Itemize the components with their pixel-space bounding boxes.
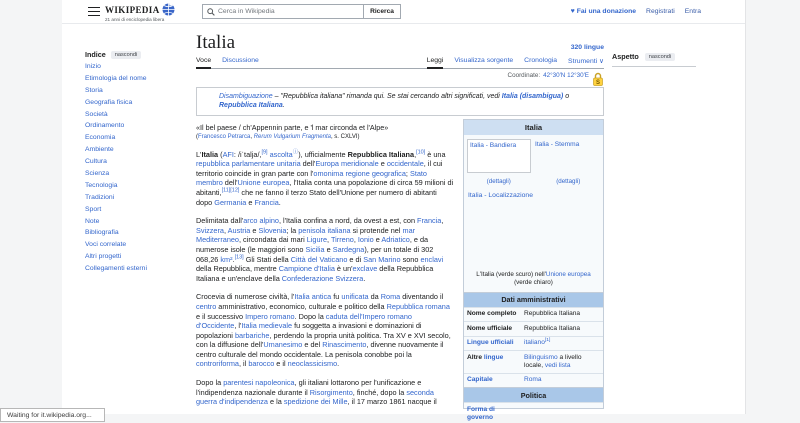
- toc-item[interactable]: Cultura: [85, 158, 107, 166]
- inline-link[interactable]: Austria: [227, 225, 251, 235]
- text-run: : /iˈtalja/,: [233, 149, 262, 159]
- inline-link[interactable]: Sardegna: [332, 244, 365, 254]
- text-run: amministrativo, economico, culturale e politico della: [216, 301, 387, 311]
- inline-link[interactable]: AFI: [222, 149, 234, 159]
- article-tab[interactable]: Leggi: [427, 57, 444, 69]
- text-run: e: [246, 197, 255, 207]
- text-run: .: [363, 273, 366, 283]
- toc-item[interactable]: Inizio: [85, 63, 101, 70]
- infobox-row: [464, 307, 603, 321]
- toc-item[interactable]: Ordinamento: [85, 122, 125, 130]
- text-run: .: [337, 359, 340, 369]
- toc-item[interactable]: Etimologia del nome: [85, 74, 147, 82]
- article-tab[interactable]: Discussione: [222, 57, 259, 64]
- text-run: .: [282, 102, 285, 110]
- toc-item[interactable]: Storia: [85, 86, 103, 94]
- text-run: , s. CXLVI): [330, 133, 360, 140]
- toc-title: Indice: [85, 50, 106, 59]
- stemma-link[interactable]: Italia - Stemma: [535, 140, 580, 148]
- inline-link[interactable]: Germania: [214, 197, 247, 207]
- toc-item[interactable]: Società: [85, 110, 108, 118]
- inline-link[interactable]: barocco: [248, 359, 275, 369]
- infobox-row: [464, 336, 603, 350]
- text-run: (: [218, 149, 223, 159]
- coordinates-label: Coordinate:: [507, 72, 541, 79]
- inline-link[interactable]: Impero romano: [245, 311, 295, 321]
- inline-link[interactable]: Repubblica Italiana: [219, 102, 283, 110]
- puzzle-globe-icon: [162, 3, 175, 16]
- inline-link[interactable]: spedizione dei Mille: [283, 397, 348, 407]
- inline-link[interactable]: enclavi: [420, 254, 444, 264]
- text-run: fu: [331, 292, 342, 302]
- text-run: ), per un totale di 302 068,26: [196, 244, 434, 264]
- flag-details-link[interactable]: (dettagli): [486, 177, 511, 185]
- text-run: , gli italiani lottarono per l'unificazione e l'indipendenza nazionale durante il: [196, 378, 422, 397]
- article-tab[interactable]: Visualizza sorgente: [454, 57, 514, 64]
- search-input[interactable]: [202, 4, 364, 19]
- page-title: Italia: [196, 32, 236, 53]
- stemma-details-link[interactable]: (dettagli): [556, 177, 581, 185]
- heart-icon: ♥: [570, 8, 575, 15]
- inline-link[interactable]: Rerum Vulgarium Fragmenta: [253, 133, 331, 140]
- localization-map-placeholder[interactable]: [464, 189, 603, 269]
- infobox-row-label: [464, 337, 521, 350]
- text-run: dell': [300, 159, 316, 169]
- text-run: a livello locale,: [524, 353, 582, 369]
- toc-item[interactable]: Sport: [85, 205, 102, 213]
- text-run: fu soggetta a invasioni e dominazioni di popolazioni: [196, 321, 422, 340]
- browser-status-tooltip: Waiting for it.wikipedia.org...: [0, 408, 105, 422]
- toc-sidebar: [85, 50, 191, 278]
- inline-link[interactable]: mar Mediterraneo: [196, 225, 416, 245]
- text-run: della Repubblica Italiana e un'enclave della: [196, 264, 434, 283]
- text-run: diventando il: [400, 292, 444, 302]
- infobox-row-label: [464, 322, 521, 335]
- text-run: L'Italia (verde scuro) nell': [476, 270, 546, 278]
- inline-link[interactable]: [11][12]: [221, 187, 240, 194]
- inline-link[interactable]: Stato membro: [196, 168, 427, 188]
- flag-link[interactable]: Italia - Bandiera: [470, 141, 517, 149]
- inline-link[interactable]: [13]: [234, 254, 244, 261]
- inline-link[interactable]: Unione europea: [545, 270, 591, 278]
- donate-link[interactable]: [571, 8, 636, 15]
- text-run: della Repubblica, mentre: [196, 264, 279, 274]
- text-run: dell': [222, 178, 238, 188]
- inline-link[interactable]: Ionio: [357, 235, 374, 245]
- inline-link[interactable]: Francia: [417, 216, 442, 226]
- svg-text:S: S: [595, 79, 601, 86]
- appearance-hide-button[interactable]: nascondi: [645, 53, 675, 61]
- inline-link[interactable]: km²: [220, 254, 233, 264]
- search-bar: [202, 4, 401, 19]
- search-button[interactable]: Ricerca: [364, 4, 401, 19]
- search-icon: [207, 8, 215, 16]
- toc-item[interactable]: Tradizioni: [85, 193, 115, 201]
- toc-item[interactable]: Tecnologia: [85, 181, 118, 189]
- inline-link[interactable]: Roma: [524, 376, 542, 384]
- article-tab[interactable]: Cronologia: [524, 57, 558, 64]
- inline-link[interactable]: lingue: [483, 353, 504, 361]
- text-run: ,: [223, 225, 228, 235]
- inline-link[interactable]: arco alpino: [243, 216, 279, 226]
- inline-link[interactable]: ⓘ: [292, 149, 299, 156]
- infobox-row-value: [521, 351, 603, 373]
- register-link[interactable]: Registrati: [646, 8, 675, 15]
- inline-link[interactable]: penisola italiana: [298, 225, 351, 235]
- text-run: che ne fanno il terzo Stato dell'Unione per numero di abitanti dopo: [196, 187, 437, 207]
- text-run: è un': [334, 264, 353, 274]
- text-run: ; la: [286, 225, 299, 235]
- inline-link[interactable]: unificata: [341, 292, 369, 302]
- inline-link[interactable]: Unione europea: [237, 178, 290, 188]
- localization-link[interactable]: Italia - Localizzazione: [468, 191, 533, 199]
- text-run: , il 17 marzo 1861 nacque il: [347, 397, 437, 407]
- inline-link[interactable]: parentesi napoleonica: [223, 378, 295, 388]
- infobox-row: [464, 350, 603, 373]
- disambiguation-notice: [196, 87, 604, 116]
- text-run: Repubblica Italiana: [524, 310, 581, 318]
- inline-link[interactable]: controriforma: [196, 359, 239, 369]
- article-tab[interactable]: Strumenti ∨: [568, 58, 604, 65]
- text-run: e del: [302, 340, 323, 350]
- inline-link[interactable]: Roma: [380, 292, 401, 302]
- infobox-title: Italia: [464, 120, 603, 135]
- inline-link[interactable]: [9]: [261, 149, 268, 156]
- inline-link[interactable]: [1]: [544, 337, 551, 343]
- text-run: e il successivo: [196, 311, 246, 321]
- text-run: è una: [425, 149, 446, 159]
- text-run: da: [368, 292, 381, 302]
- infobox-row-label: [464, 374, 521, 387]
- inline-link[interactable]: Confederazione Svizzera: [281, 273, 364, 283]
- text-run: , il: [238, 359, 249, 369]
- inline-link[interactable]: [10]: [416, 149, 426, 156]
- tabs-right: [427, 57, 604, 68]
- inline-link[interactable]: Slovenia: [258, 225, 287, 235]
- text-run: Repubblica Italiana: [347, 149, 415, 159]
- text-run: Dopo la: [196, 378, 224, 388]
- inline-link[interactable]: ascolta: [269, 149, 293, 159]
- text-run: , l'Italia confina a nord, da ovest a est, con: [278, 216, 418, 226]
- toc-item[interactable]: Altri progetti: [85, 253, 122, 261]
- text-run: ,: [250, 133, 254, 140]
- text-run: e di: [347, 254, 364, 264]
- coordinates-row: [196, 72, 604, 86]
- inline-link[interactable]: Tirreno: [330, 235, 354, 245]
- infobox-section-admin: Dati amministrativi: [464, 292, 603, 307]
- text-run: e: [324, 244, 333, 254]
- inline-link[interactable]: Italia antica: [294, 292, 332, 302]
- inline-link[interactable]: Lingue ufficiali: [467, 339, 514, 347]
- infobox-row: [464, 373, 603, 387]
- inline-link[interactable]: Rinascimento: [322, 340, 367, 350]
- text-run: o: [563, 93, 570, 100]
- tabs-left: [196, 57, 259, 68]
- text-run: ,: [327, 235, 331, 245]
- toc-item[interactable]: Voci correlate: [85, 241, 127, 249]
- text-run: Gli Stati della: [243, 254, 291, 264]
- inline-link[interactable]: Sicilia: [305, 244, 325, 254]
- hamburger-menu-icon[interactable]: [88, 7, 100, 16]
- infobox-row: [464, 321, 603, 335]
- text-run: e: [373, 235, 382, 245]
- text-run: (: [196, 133, 198, 140]
- text-run: e: [250, 225, 259, 235]
- inline-link[interactable]: exclave: [352, 264, 378, 274]
- inline-link[interactable]: Adriatico: [381, 235, 410, 245]
- text-run: ;: [405, 168, 410, 178]
- toc-item[interactable]: Scienza: [85, 170, 110, 178]
- coordinates-link[interactable]: 42°30′N 12°30′E: [543, 72, 589, 79]
- text-run: , il cui territorio coincide in gran parte con l': [196, 159, 443, 178]
- inline-link[interactable]: occidentale: [386, 159, 424, 169]
- inline-link[interactable]: Disambiguazione: [219, 93, 273, 100]
- article-main: [196, 28, 604, 422]
- text-run: , l'Italia conta una popolazione di circa 59 milioni di abitanti,: [196, 178, 454, 197]
- infobox-row-value: [521, 337, 603, 350]
- text-run: Repubblica Italiana: [524, 324, 581, 332]
- text-run: ), ufficialmente: [298, 149, 348, 159]
- text-run: , l': [234, 321, 242, 331]
- inline-link[interactable]: Bilinguismo: [524, 353, 558, 361]
- header-links: [571, 8, 701, 15]
- inline-link[interactable]: Forma di governo: [467, 405, 495, 422]
- inline-link[interactable]: Ligure: [306, 235, 328, 245]
- appearance-panel: [612, 52, 696, 67]
- coat-of-arms-placeholder[interactable]: [535, 139, 600, 173]
- protection-padlock-icon: [592, 72, 604, 87]
- text-run: si protende nel: [350, 225, 403, 235]
- logo-wordmark: WIKIPEDIA: [105, 4, 160, 15]
- toc-item[interactable]: Economia: [85, 134, 116, 142]
- article-tab[interactable]: Voce: [196, 57, 211, 69]
- inline-link[interactable]: seconda guerra d'indipendenza: [196, 387, 434, 407]
- toc-hide-button[interactable]: nascondi: [111, 51, 141, 59]
- text-run: , circondata dai mari: [239, 235, 307, 245]
- map-caption: [464, 269, 603, 292]
- inline-link[interactable]: Italia medievale: [241, 321, 293, 331]
- login-link[interactable]: Entra: [684, 8, 701, 15]
- site-header: [62, 0, 745, 24]
- infobox-row-value: [521, 322, 603, 335]
- infobox-partial-row: [464, 402, 603, 422]
- inline-link[interactable]: Svizzera: [196, 225, 224, 235]
- flag-image-placeholder[interactable]: [467, 139, 531, 173]
- text-run: Altre: [467, 353, 484, 361]
- infobox-row-value: [521, 308, 603, 321]
- text-run: .: [278, 197, 281, 207]
- inline-link[interactable]: Italia (disambigua): [501, 93, 564, 100]
- inline-link[interactable]: Risorgimento: [309, 387, 353, 397]
- article-tab-bar: [196, 57, 604, 69]
- text-run: «Il bel paese / ch'Appennin parte, e 'l mar circonda et l'Alpe»: [196, 122, 389, 132]
- infobox-section-politics: Politica: [464, 387, 603, 402]
- text-run: .: [232, 254, 235, 264]
- infobox-row-label: [464, 351, 521, 373]
- text-run: . Dopo la: [294, 311, 326, 321]
- infobox-rows: [464, 307, 603, 387]
- text-run: ,: [414, 149, 417, 159]
- text-run: e il: [274, 359, 288, 369]
- country-infobox: [463, 119, 604, 422]
- infobox-row-label: [464, 308, 521, 321]
- inline-link[interactable]: Francia: [254, 197, 279, 207]
- text-run: , perdendo la propria unità politica. Tra XV e XVI secolo, con la diffusione dell': [196, 330, 451, 350]
- wikipedia-logo[interactable]: [105, 3, 177, 22]
- text-run: L': [196, 149, 202, 159]
- inline-link[interactable]: barbariche: [234, 330, 270, 340]
- toc-list: [85, 64, 191, 273]
- inline-link[interactable]: caduta dell'Impero romano d'Occidente: [196, 311, 412, 331]
- text-run: ,: [441, 216, 444, 226]
- infobox-row-value: [521, 374, 603, 387]
- toc-item[interactable]: Note: [85, 217, 100, 225]
- inline-link[interactable]: repubblica parlamentare unitaria: [196, 159, 301, 169]
- text-run: Delimitata dall': [196, 216, 244, 226]
- text-run: , e da numerose isole (le maggiori sono: [196, 235, 429, 254]
- inline-link[interactable]: centro: [196, 301, 217, 311]
- inline-link[interactable]: neoclassicismo: [287, 359, 338, 369]
- inline-link[interactable]: Città del Vaticano: [290, 254, 348, 264]
- inline-link[interactable]: San Marino: [363, 254, 401, 264]
- toc-item[interactable]: Bibliografia: [85, 229, 119, 237]
- logo-tagline: 21 anni di enciclopedia libera: [105, 17, 165, 22]
- text-run: (verde chiaro): [514, 279, 553, 287]
- text-run: , divenne nuovamente il centro culturale del mondo occidentale. La penisola conobbe poi la: [196, 340, 444, 359]
- text-run: Nome completo: [467, 310, 517, 318]
- donate-label: Fai una donazione: [576, 8, 637, 15]
- inline-link[interactable]: Repubblica romana: [386, 301, 450, 311]
- inline-link[interactable]: Umanesimo: [263, 340, 303, 350]
- inline-link[interactable]: Campione d'Italia: [278, 264, 335, 274]
- inline-link[interactable]: italiano: [524, 339, 545, 347]
- text-run: e la: [268, 397, 284, 407]
- page-container: [62, 0, 746, 422]
- text-run: Italia: [201, 149, 219, 159]
- inline-link[interactable]: Capitale: [467, 376, 493, 384]
- text-run: sono: [400, 254, 421, 264]
- text-run: Nome ufficiale: [467, 324, 513, 332]
- text-run: e: [378, 159, 387, 169]
- toc-item[interactable]: Collegamenti esterni: [85, 265, 147, 273]
- toc-item[interactable]: Geografia fisica: [85, 98, 133, 106]
- appearance-title: Aspetto: [612, 52, 639, 61]
- inline-link[interactable]: vedi lista: [544, 361, 571, 369]
- inline-link[interactable]: omonima regione geografica: [313, 168, 406, 178]
- text-run: Crocevia di numerose civiltà, l': [196, 292, 295, 302]
- text-run: ,: [353, 235, 358, 245]
- languages-button[interactable]: 320 lingue: [570, 44, 604, 51]
- toc-item[interactable]: Ambiente: [85, 146, 114, 154]
- text-run: , finché, dopo la: [352, 387, 407, 397]
- text-run: – "Repubblica italiana" rimanda qui. Se stai cercando altri significati, vedi: [272, 93, 502, 100]
- inline-link[interactable]: Francesco Petrarca: [198, 133, 251, 140]
- search-placeholder: Cerca in Wikipedia: [218, 8, 275, 15]
- inline-link[interactable]: Europa meridionale: [315, 159, 379, 169]
